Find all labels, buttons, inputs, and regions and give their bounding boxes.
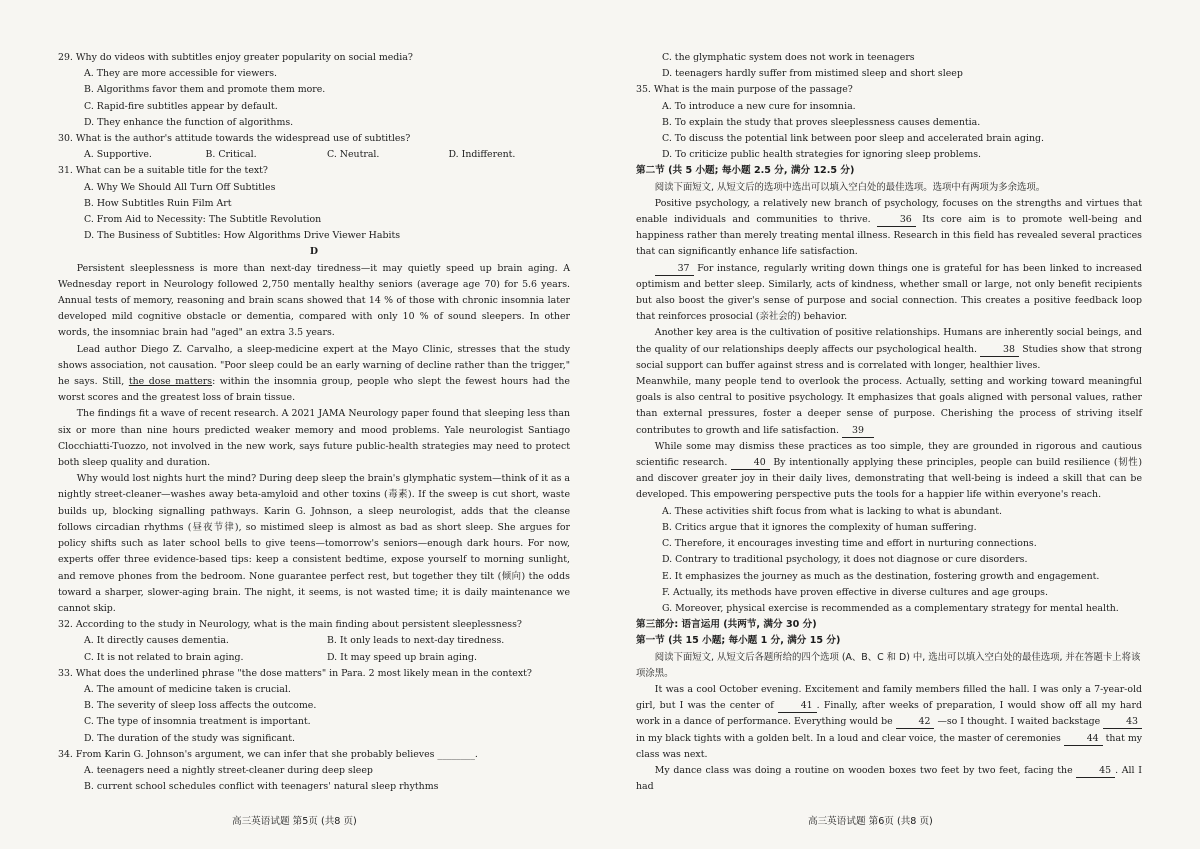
choice-option: F. Actually, its methods have proven effective in diverse cultures and age groups. bbox=[662, 586, 1048, 598]
text-span: Meanwhile, many people tend to overlook the process. Actually, setting and working toward meaningful goals is also central to positive psychology. It emphasizes that goals aligned with personal values, rather than external pressures, foster a deeper sense of purpose. Cherishing the process of striving itself contributes to growth and life satisfaction. bbox=[636, 376, 1142, 436]
option: B. How Subtitles Ruin Film Art bbox=[84, 197, 232, 209]
choice-option: C. Therefore, it encourages investing time and effort in nurturing connections. bbox=[662, 538, 1037, 550]
option: A. Why We Should All Turn Off Subtitles bbox=[84, 181, 276, 193]
text-span: Studies show that strong social support can buffer against stress and is correlated with longer, healthier lives. bbox=[636, 343, 1142, 371]
left-page bbox=[58, 50, 570, 795]
question-29: 29. Why do videos with subtitles enjoy greater popularity on social media? bbox=[58, 52, 413, 63]
option: B. The severity of sleep loss affects the outcome. bbox=[84, 700, 317, 712]
question-35: 35. What is the main purpose of the passage? bbox=[636, 84, 853, 96]
choice-option: D. Contrary to traditional psychology, it does not diagnose or cure disorders. bbox=[662, 554, 1028, 566]
choice-option: G. Moreover, physical exercise is recommended as a complementary strategy for mental health. bbox=[662, 602, 1119, 614]
text-span: that my class was next. bbox=[636, 732, 1143, 760]
choice-option: B. Critics argue that it ignores the complexity of human suffering. bbox=[662, 521, 977, 533]
passage-paragraph bbox=[636, 682, 1142, 763]
option: A. Supportive. bbox=[84, 149, 152, 161]
part-3-title: 第三部分: 语言运用 (共两节, 满分 30 分) bbox=[636, 619, 817, 631]
option: A. The amount of medicine taken is crucial. bbox=[84, 683, 291, 695]
option: D. Indifferent. bbox=[448, 149, 516, 161]
text-span: . Finally, after weeks of preparation, I would show off all my hard work in a dance of performance. Everything would be bbox=[636, 700, 1142, 728]
blank-41: 41 bbox=[778, 700, 817, 713]
passage-paragraph: Persistent sleeplessness is more than next-day tiredness—it may quietly speed up brain aging. A Wednesday report in Neurology followed 2,750 mentally healthy seniors (average age 70) for 5.6 years. Annual tests of memory, reasoning and brain scans showed that 14 % of those with chronic insomnia later developed mild cognitive obstacle or dementia, compared with only 10 % of sound sleepers. In other words, the insomniac brain had "aged" an extra 3.5 years. bbox=[58, 262, 570, 339]
question-30: 30. What is the author's attitude towards the widespread use of subtitles? bbox=[58, 133, 411, 145]
blank-45: 45 bbox=[1076, 765, 1115, 778]
text-span: It was a cool October evening. Excitement and family members filled the hall. I was only a 7-year-old girl, but I was the center of bbox=[636, 683, 1142, 712]
option: C. From Aid to Necessity: The Subtitle Revolution bbox=[84, 214, 322, 226]
option: D. They enhance the function of algorithms. bbox=[84, 116, 294, 128]
blank-36: 36 bbox=[877, 214, 916, 227]
blank-39: 39 bbox=[842, 425, 874, 438]
text-span: . All I had bbox=[636, 764, 1142, 793]
section-2-instructions: 阅读下面短文, 从短文后的选项中选出可以填入空白处的最佳选项。选项中有两项为多余选项。 bbox=[654, 181, 1046, 193]
text-span: Its core aim is to promote well-being and happiness rather than merely treating mental illness. Research in this field has revealed several practices that can significantly enhance life satisfaction. bbox=[636, 214, 1142, 258]
option: D. To criticize public health strategies for ignoring sleep problems. bbox=[662, 149, 982, 161]
option: B. Critical. bbox=[205, 149, 257, 161]
option: B. To explain the study that proves sleeplessness causes dementia. bbox=[662, 116, 981, 128]
text-span: : within the insomnia group, people who slept the fewest hours had the worst scores and the greatest loss of brain tissue. bbox=[58, 376, 570, 404]
question-32: 32. According to the study in Neurology, what is the main finding about persistent sleeplessness? bbox=[58, 619, 522, 631]
options-row bbox=[58, 650, 570, 666]
options-row bbox=[58, 633, 570, 649]
text-span: Lead author Diego Z. Carvalho, a sleep-medicine expert at the Mayo Clinic, stresses that the study shows association, not causation. "Poor sleep could be an early warning of decline rather than the trigger," he says. Still, bbox=[58, 343, 570, 388]
option: A. It directly causes dementia. bbox=[84, 635, 229, 647]
option: C. To discuss the potential link between poor sleep and accelerated brain aging. bbox=[662, 133, 1044, 145]
passage-paragraph bbox=[636, 439, 1142, 504]
option: D. It may speed up brain aging. bbox=[327, 651, 477, 663]
text-span: Another key area is the cultivation of positive relationships. Humans are inherently social beings, and the quality of our relationships deeply affects our psychological health. bbox=[636, 327, 1142, 355]
passage-paragraph bbox=[636, 374, 1142, 439]
passage-paragraph bbox=[636, 261, 1142, 326]
question-34: 34. From Karin G. Johnson's argument, we can infer that she probably believes ________. bbox=[58, 748, 478, 760]
option: A. They are more accessible for viewers. bbox=[84, 68, 278, 80]
text-span: For instance, regularly writing down things one is grateful for has been linked to increased optimism and better sleep. Similarly, acts of kindness, whether small or large, not only benefit recipients but also boost the giver's sense of purpose and social connection. This creates a positive feedback loop that reinforces prosocial (亲社会的) behavior. bbox=[636, 262, 1142, 323]
option: A. teenagers need a nightly street-cleaner during deep sleep bbox=[84, 764, 373, 776]
option: C. Rapid-fire subtitles appear by default. bbox=[84, 100, 278, 112]
passage-paragraph bbox=[636, 196, 1142, 261]
option: B. current school schedules conflict with teenagers' natural sleep rhythms bbox=[84, 781, 439, 793]
section-2-title: 第二节 (共 5 小题; 每小题 2.5 分, 满分 12.5 分) bbox=[636, 165, 855, 177]
blank-42: 42 bbox=[896, 716, 935, 729]
passage-paragraph: Why would lost nights hurt the mind? During deep sleep the brain's glymphatic system—think of it as a nightly street-cleaner—washes away beta-amyloid and other toxins (毒素). If the sweep is cut short, waste builds up, blocking signalling pathways. Karin G. Johnson, a sleep neurologist, adds that the cleanse follows circadian rhythms (昼夜节律), so mistimed sleep is almost as bad as short sleep. She argues for policy shifts such as later school bells to give teens—tomorrow's seniors—enough dark hours. For now, experts offer three evidence-based tips: keep a consistent bedtime, expose yourself to morning sunlight, and remove phones from the bedroom. None guarantee perfect rest, but together they tilt (倾向) the odds toward a sharper, slower-aging brain. The night, it seems, is not wasted time; it is daily maintenance we cannot skip. bbox=[58, 473, 570, 614]
passage-paragraph bbox=[636, 763, 1142, 795]
passage-paragraph bbox=[636, 325, 1142, 374]
page-footer-left: 高三英语试题 第5页 (共8 页) bbox=[232, 816, 357, 827]
section-1-title: 第一节 (共 15 小题; 每小题 1 分, 满分 15 分) bbox=[636, 635, 841, 647]
option: C. The type of insomnia treatment is important. bbox=[84, 716, 311, 728]
options-row bbox=[58, 147, 570, 163]
section-1-instructions: 阅读下面短文, 从短文后各题所给的四个选项 (A、B、C 和 D) 中, 选出可以填入空白处的最佳选项, 并在答题卡上将该项涂黑。 bbox=[636, 651, 1141, 679]
option: C. the glymphatic system does not work in teenagers bbox=[662, 52, 915, 63]
text-span: Positive psychology, a relatively new branch of psychology, focuses on the strengths and virtues that enable individuals and communities to thrive. bbox=[636, 197, 1142, 226]
option: A. To introduce a new cure for insomnia. bbox=[662, 100, 856, 112]
option: B. Algorithms favor them and promote them more. bbox=[84, 84, 326, 96]
text-span: in my black tights with a golden belt. In a loud and clear voice, the master of ceremonies bbox=[636, 732, 1064, 744]
option: D. teenagers hardly suffer from mistimed sleep and short sleep bbox=[662, 68, 963, 80]
blank-44: 44 bbox=[1064, 733, 1103, 746]
option: C. Neutral. bbox=[327, 149, 380, 161]
passage-paragraph bbox=[58, 342, 570, 407]
right-page bbox=[636, 50, 1142, 795]
blank-37: 37 bbox=[655, 263, 694, 276]
option: B. It only leads to next-day tiredness. bbox=[327, 635, 505, 647]
text-span: By intentionally applying these principles, people can build resilience (韧性) and discover greater joy in their daily lives, demonstrating that well-being is indeed a skill that can be developed. This empowering perspective puts the tools for a happier life within everyone's reach. bbox=[636, 457, 1142, 501]
question-33: 33. What does the underlined phrase "the dose matters" in Para. 2 most likely mean in the context? bbox=[58, 667, 532, 679]
option: D. The Business of Subtitles: How Algorithms Drive Viewer Habits bbox=[84, 230, 401, 242]
text-span: —so I thought. I waited backstage bbox=[934, 716, 1104, 728]
question-31: 31. What can be a suitable title for the text? bbox=[58, 165, 268, 177]
option: D. The duration of the study was significant. bbox=[84, 732, 295, 744]
choice-option: A. These activities shift focus from what is lacking to what is abundant. bbox=[662, 505, 1002, 517]
choice-option: E. It emphasizes the journey as much as the destination, fostering growth and engagement. bbox=[662, 570, 1100, 582]
blank-43: 43 bbox=[1103, 716, 1142, 729]
blank-40: 40 bbox=[731, 457, 770, 470]
option: C. It is not related to brain aging. bbox=[84, 651, 244, 663]
blank-38: 38 bbox=[980, 344, 1019, 357]
page-footer-right: 高三英语试题 第6页 (共8 页) bbox=[808, 816, 933, 827]
section-heading-d: D bbox=[309, 246, 319, 258]
text-span: While some may dismiss these practices as too simple, they are grounded in rigorous and cautious scientific research. bbox=[636, 440, 1142, 469]
text-span: My dance class was doing a routine on wooden boxes two feet by two feet, facing the bbox=[654, 764, 1077, 776]
underlined-phrase: the dose matters bbox=[128, 376, 213, 388]
passage-paragraph: The findings fit a wave of recent research. A 2021 JAMA Neurology paper found that sleeping less than six or more than nine hours predicted weaker memory and mood problems. Yale neurologist Santiago Clocchiatti-Tuozzo, not involved in the new work, says future public-health strategies may need to protect both sleep quality and duration. bbox=[58, 408, 570, 469]
